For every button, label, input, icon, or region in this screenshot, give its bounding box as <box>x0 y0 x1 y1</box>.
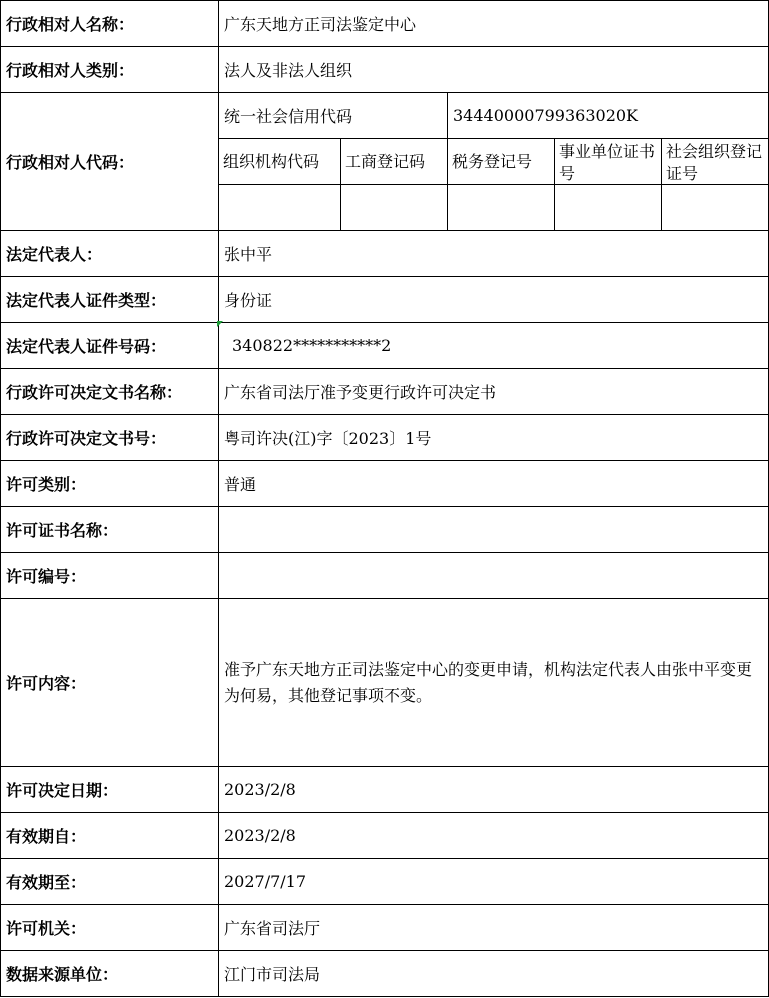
social-org-cert-header: 社会组织登记证号 <box>666 142 763 183</box>
value-license-number <box>219 553 768 598</box>
value-decision-doc-name: 广东省司法厅准予变更行政许可决定书 <box>224 383 497 402</box>
label-party-name: 行政相对人名称： <box>6 15 135 34</box>
label-certificate-name: 许可证书名称： <box>6 521 119 540</box>
value-authority: 广东省司法厅 <box>224 919 321 938</box>
tax-reg-value <box>448 185 554 230</box>
grid-line <box>0 996 769 997</box>
institution-cert-header: 事业单位证书号 <box>559 142 656 183</box>
value-decision-doc-number: 粤司许决(江)字〔2023〕1号 <box>224 429 432 448</box>
value-party-name: 广东天地方正司法鉴定中心 <box>224 15 417 34</box>
org-code-value <box>219 185 340 230</box>
label-decision-date: 许可决定日期： <box>6 781 119 800</box>
value-valid-from: 2023/2/8 <box>224 826 296 845</box>
label-decision-doc-number: 行政许可决定文书号： <box>6 429 167 448</box>
comment-indicator-icon <box>217 321 223 327</box>
label-decision-doc-name: 行政许可决定文书名称： <box>6 383 183 402</box>
label-valid-from: 有效期自： <box>6 827 87 846</box>
value-certificate-name <box>219 507 768 552</box>
social-org-cert-value <box>662 185 768 230</box>
label-license-category: 许可类别： <box>6 475 87 494</box>
value-legal-rep: 张中平 <box>224 245 273 264</box>
value-decision-date: 2023/2/8 <box>224 780 296 799</box>
label-party-category: 行政相对人类别： <box>6 61 135 80</box>
value-party-category: 法人及非法人组织 <box>224 61 353 80</box>
value-license-content: 准予广东天地方正司法鉴定中心的变更申请，机构法定代表人由张中平变更为何易，其他登记事项不变。 <box>224 659 753 705</box>
label-id-type: 法定代表人证件类型： <box>6 291 167 310</box>
label-valid-to: 有效期至： <box>6 873 87 892</box>
value-id-number: 340822***********2 <box>232 336 392 355</box>
label-id-number: 法定代表人证件号码： <box>6 337 167 356</box>
value-license-category: 普通 <box>224 475 257 494</box>
value-data-source: 江门市司法局 <box>224 965 321 984</box>
label-legal-rep: 法定代表人： <box>6 245 103 264</box>
label-data-source: 数据来源单位： <box>6 965 119 984</box>
uscc-value: 34440000799363020K <box>453 106 639 125</box>
business-reg-value <box>341 185 447 230</box>
business-reg-header: 工商登记码 <box>345 151 426 171</box>
label-party-code: 行政相对人代码： <box>6 153 135 172</box>
label-authority: 许可机关： <box>6 919 87 938</box>
label-license-number: 许可编号： <box>6 567 87 586</box>
tax-reg-header: 税务登记号 <box>452 151 533 171</box>
label-license-content: 许可内容： <box>6 674 87 693</box>
uscc-label: 统一社会信用代码 <box>224 107 353 126</box>
value-valid-to: 2027/7/17 <box>224 872 307 891</box>
institution-cert-value <box>555 185 661 230</box>
org-code-header: 组织机构代码 <box>223 151 320 171</box>
value-id-type: 身份证 <box>224 291 273 310</box>
